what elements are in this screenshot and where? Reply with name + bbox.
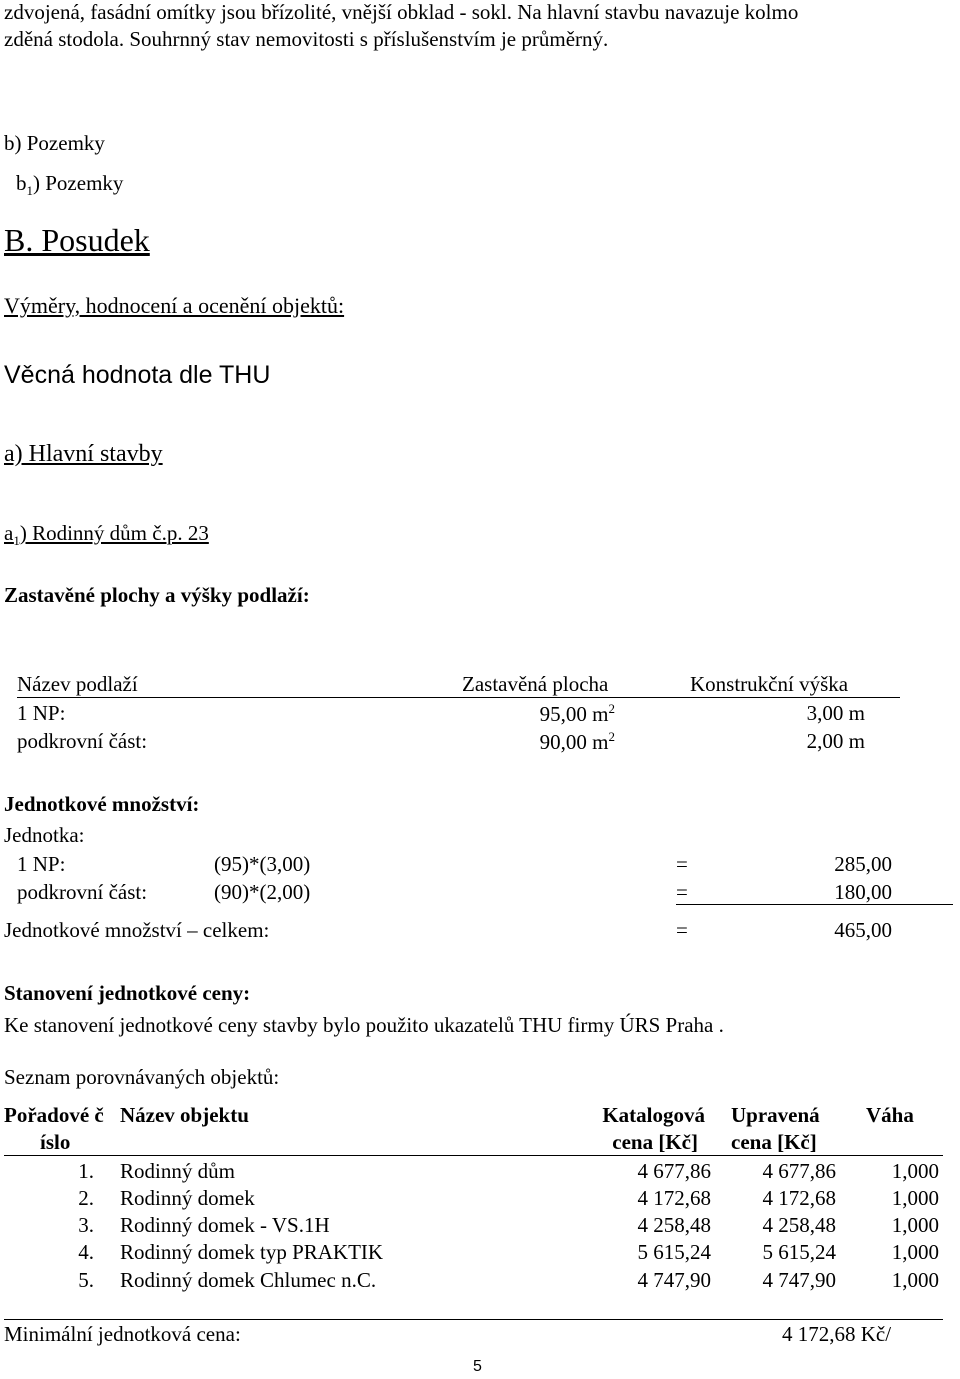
units-row-2-eq: = [676,880,688,904]
units-row-2-value: 180,00 [834,880,892,904]
units-title: Jednotkové množství: [4,792,200,816]
object-row-4-no: 4. [78,1240,94,1264]
object-row-4-adjusted: 5 615,24 [762,1240,836,1264]
units-total-label: Jednotkové množství – celkem: [4,918,270,942]
floors-row-1-height: 3,00 m [806,701,865,725]
floors-row-2-height: 2,00 m [806,729,865,753]
units-row-1-name: 1 NP: [17,852,66,876]
units-sum-rule [676,904,953,905]
units-row-2-name: podkrovní část: [17,880,148,904]
object-row-1-adjusted: 4 677,86 [762,1159,836,1183]
heading-posudek: B. Posudek [4,222,150,258]
object-row-2-name: Rodinný domek [120,1186,255,1210]
price-title: Stanovení jednotkové ceny: [4,981,251,1005]
heading-vecna-hodnota: Věcná hodnota dle THU [4,361,271,389]
objects-header-adjusted-2: cena [Kč] [731,1130,817,1154]
intro-line-1: zdvojená, fasádní omítky jsou břízolité, vnější obklad - sokl. Na hlavní stavbu navazuje kolmo [4,0,799,24]
objects-header-order: Pořadové č [4,1103,104,1127]
objects-header-order-2: íslo [40,1130,71,1154]
intro-line-2: zděná stodola. Souhrnný stav nemovitosti s příslušenstvím je průměrný. [4,27,609,51]
object-row-5-no: 5. [78,1268,94,1292]
object-row-1-catalog: 4 677,86 [637,1159,711,1183]
object-row-2-no: 2. [78,1186,94,1210]
object-row-3-catalog: 4 258,48 [637,1213,711,1237]
floors-header-name: Název podlaží [17,672,138,696]
units-label: Jednotka: [4,823,85,847]
units-row-1-value: 285,00 [834,852,892,876]
minimum-value: 4 172,68 Kč/ [782,1322,892,1346]
floors-row-2-area: 90,00 $m^2$ [539,729,615,754]
objects-header-name: Název objektu [120,1103,249,1127]
heading-pozemky: b) Pozemky [4,131,105,155]
units-row-2-formula: (90)*(2,00) [214,880,311,904]
object-row-5-catalog: 4 747,90 [637,1268,711,1292]
units-row-1-formula: (95)*(3,00) [214,852,311,876]
floors-header-rule [17,697,900,698]
heading-hlavni-stavby: a) Hlavní stavby [4,441,163,467]
heading-rodinny-dum: $a_1$) Rodinný dům č.p. 23 [4,521,209,549]
object-row-5-name: Rodinný domek Chlumec n.C. [120,1268,377,1292]
object-row-5-weight: 1,000 [891,1268,939,1292]
object-row-4-name: Rodinný domek typ PRAKTIK [120,1240,384,1264]
heading-vymery: Výměry, hodnocení a ocenění objektů: [4,293,345,318]
object-row-3-adjusted: 4 258,48 [762,1213,836,1237]
page-number: 5 [473,1358,482,1375]
units-row-1-eq: = [676,852,688,876]
objects-header-catalog-2: cena [Kč] [612,1130,698,1154]
object-row-2-catalog: 4 172,68 [637,1186,711,1210]
floors-row-2-name: podkrovní část: [17,729,148,753]
floors-header-area: Zastavěná plocha [462,672,609,696]
object-row-3-weight: 1,000 [891,1213,939,1237]
object-row-4-catalog: 5 615,24 [637,1240,711,1264]
object-row-1-name: Rodinný dům [120,1159,235,1183]
floors-header-height: Konstrukční výška [690,672,849,696]
object-row-2-weight: 1,000 [891,1186,939,1210]
objects-header-weight: Váha [866,1103,914,1127]
heading-zastavene-plochy: Zastavěné plochy a výšky podlaží: [4,583,310,607]
price-text: Ke stanovení jednotkové ceny stavby bylo použito ukazatelů THU firmy ÚRS Praha . [4,1013,724,1037]
heading-pozemky-sub: $b_1$) Pozemky [16,171,124,199]
object-row-1-no: 1. [78,1159,94,1183]
floors-row-1-area: 95,00 $m^2$ [539,701,615,726]
floors-row-1-name: 1 NP: [17,701,66,725]
object-row-5-adjusted: 4 747,90 [762,1268,836,1292]
object-row-3-no: 3. [78,1213,94,1237]
object-row-4-weight: 1,000 [891,1240,939,1264]
objects-header-adjusted: Upravená [731,1103,820,1127]
object-row-1-weight: 1,000 [891,1159,939,1183]
units-total-value: 465,00 [834,918,892,942]
object-row-2-adjusted: 4 172,68 [762,1186,836,1210]
objects-header-catalog: Katalogová [602,1103,705,1127]
minimum-label: Minimální jednotková cena: [4,1322,241,1346]
objects-list-title: Seznam porovnávaných objektů: [4,1065,280,1089]
objects-header-rule [4,1155,943,1156]
object-row-3-name: Rodinný domek - VS.1H [120,1213,330,1237]
objects-bottom-rule [4,1319,943,1320]
units-total-eq: = [676,918,688,942]
